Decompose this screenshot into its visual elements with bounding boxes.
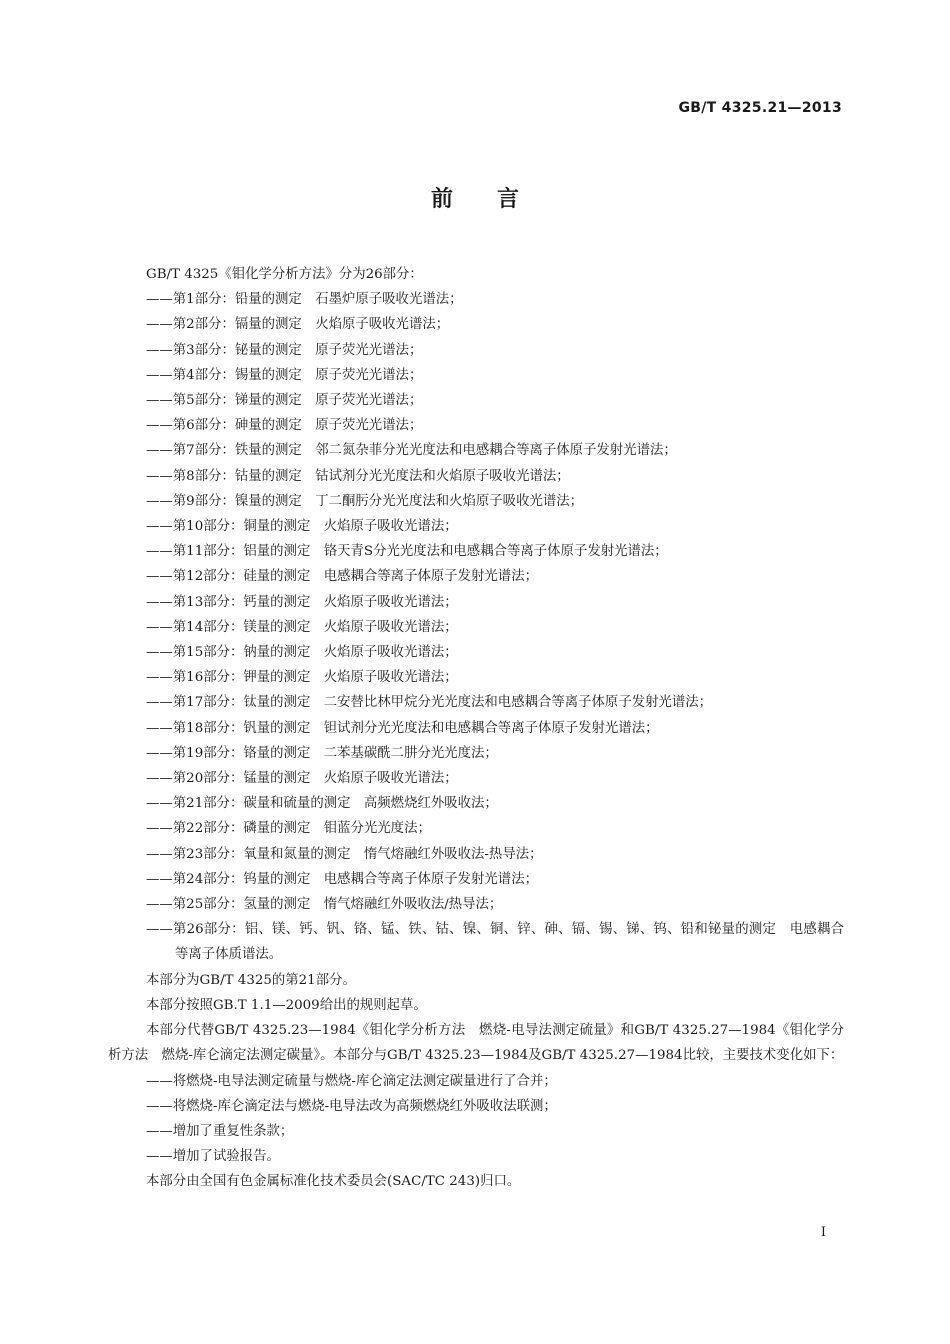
list-item: ——第21部分：碳量和硫量的测定 高频燃烧红外吸收法； [146,796,498,812]
list-item: ——第26部分：铝、镁、钙、钒、铬、锰、铁、钴、镍、铜、锌、砷、镉、锡、锑、钨、铅和铋量的测定 电感耦合等离子体质谱法。 [146,922,844,963]
list-item: ——第18部分：钒量的测定 钽试剂分光光度法和电感耦合等离子体原子发射光谱法； [146,720,659,736]
list-item: ——第20部分：锰量的测定 火焰原子吸收光谱法； [146,771,458,787]
drafted-paragraph: 本部分按照GB.T 1.1—2009给出的规则起草。 [146,997,427,1013]
list-item: ——第2部分：镉量的测定 火焰原子吸收光谱法； [146,317,450,333]
intro-paragraph: GB/T 4325《钼化学分析方法》分为26部分： [146,267,423,282]
parts-list [108,287,844,967]
proposed-paragraph: 本部分由全国有色金属标准化技术委员会(SAC/TC 243)归口。 [146,1174,521,1190]
list-item: ——第13部分：钙量的测定 火焰原子吸收光谱法； [146,594,458,610]
list-item: ——第19部分：铬量的测定 二苯基碳酰二肼分光光度法； [146,745,498,761]
list-item: ——第7部分：铁量的测定 邻二氮杂菲分光光度法和电感耦合等离子体原子发射光谱法； [146,443,677,459]
list-item: ——增加了试验报告。 [146,1149,280,1165]
list-item: ——第9部分：镍量的测定 丁二酮肟分光光度法和火焰原子吸收光谱法； [146,493,584,509]
document-body [108,262,844,1195]
list-item: ——第22部分：磷量的测定 钼蓝分光光度法； [146,821,431,837]
list-item: ——第8部分：钴量的测定 钴试剂分光光度法和火焰原子吸收光谱法； [146,468,570,484]
list-item: ——第24部分：钨量的测定 电感耦合等离子体原子发射光谱法； [146,871,538,887]
list-item: ——第6部分：砷量的测定 原子荧光光谱法； [146,418,423,434]
list-item: ——将燃烧-电导法测定硫量与燃烧-库仑滴定法测定碳量进行了合并； [146,1073,557,1089]
list-item: ——第23部分：氧量和氮量的测定 惰气熔融红外吸收法-热导法； [146,846,543,862]
replaces-paragraph: 本部分代替GB/T 4325.23—1984《钼化学分析方法 燃烧-电导法测定硫量》和GB/T 4325.27—1984《钼化学分析方法 燃烧-库仑滴定法测定碳量》。本部分与GB/T 4325.23—1984及GB/T 4325.27—1984比较，主要技术变化如下： [108,1023,844,1064]
list-item: ——第5部分：锑量的测定 原子荧光光谱法； [146,393,423,409]
list-item: ——第12部分：硅量的测定 电感耦合等离子体原子发射光谱法； [146,569,538,585]
list-item: ——第4部分：锡量的测定 原子荧光光谱法； [146,367,423,383]
list-item: ——增加了重复性条款； [146,1123,294,1139]
list-item: ——第10部分：铜量的测定 火焰原子吸收光谱法； [146,519,458,535]
changes-list [108,1069,844,1170]
list-item: ——第11部分：铝量的测定 铬天青S分光光度法和电感耦合等离子体原子发射光谱法； [146,544,668,560]
list-item: ——第25部分：氢量的测定 惰气熔融红外吸收法/热导法； [146,897,503,913]
list-item: ——第16部分：钾量的测定 火焰原子吸收光谱法； [146,670,458,686]
part-of-paragraph: 本部分为GB/T 4325的第21部分。 [146,972,356,988]
list-item: ——第15部分：钠量的测定 火焰原子吸收光谱法； [146,645,458,661]
page-number: I [820,1225,826,1240]
list-item: ——将燃烧-库仑滴定法与燃烧-电导法改为高频燃烧红外吸收法联测； [146,1098,557,1114]
list-item: ——第1部分：铅量的测定 石墨炉原子吸收光谱法； [146,292,463,308]
list-item: ——第3部分：铋量的测定 原子荧光光谱法； [146,342,423,358]
list-item: ——第14部分：镁量的测定 火焰原子吸收光谱法； [146,619,458,635]
standard-number: GB/T 4325.21—2013 [678,100,842,116]
page-title: 前言 [430,187,563,212]
list-item: ——第17部分：钛量的测定 二安替比林甲烷分光光度法和电感耦合等离子体原子发射光谱法； [146,695,713,711]
